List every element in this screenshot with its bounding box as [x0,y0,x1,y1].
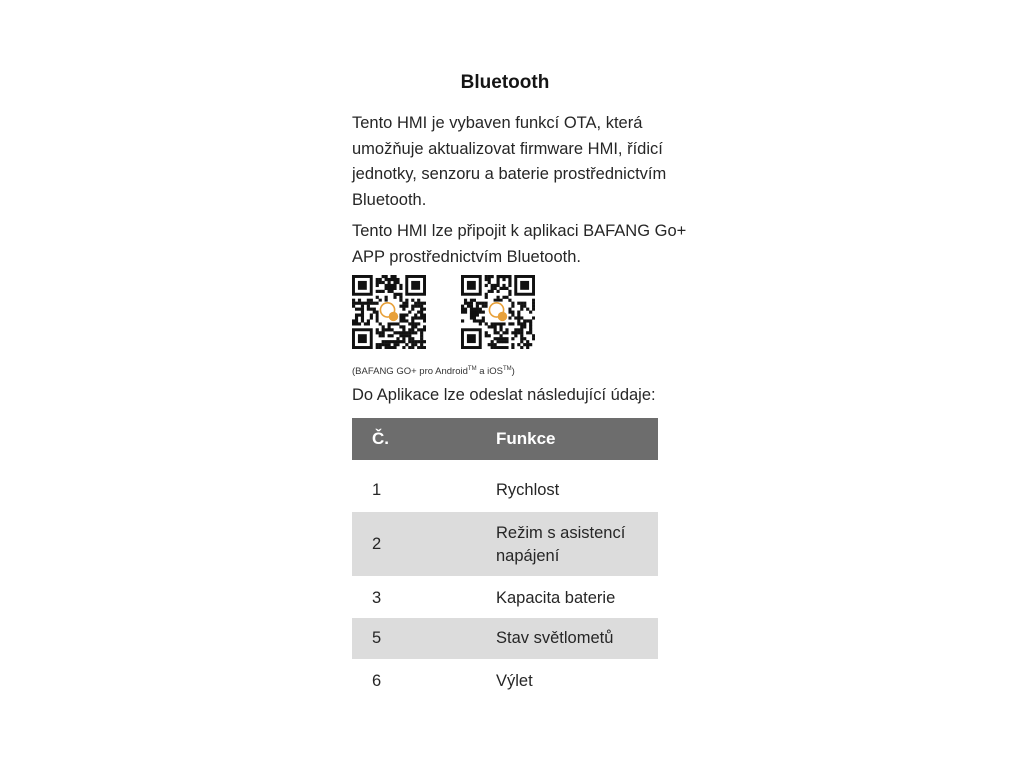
table-header [352,418,658,460]
qr-code-icon [352,275,426,349]
table-row [352,659,658,701]
row-function: Rychlost [496,481,560,499]
row-number: 2 [372,535,382,553]
header-function: Funkce [496,429,556,448]
table-intro: Do Aplikace lze odeslat následující údaje: [352,386,656,404]
row-number: 5 [372,629,382,647]
table-row [352,512,658,576]
section-title: Bluetooth [460,72,550,93]
ota-paragraph: Tento HMI je vybaven funkcí OTA, která umožňuje aktualizovat firmware HMI, řídicí jednotky, senzoru a baterie prostřednictvím Bluetooth. [352,114,667,209]
row-number: 6 [372,672,382,690]
qr-caption: (BAFANG GO+ pro Android™ a iOS™) [352,366,515,378]
function-table [352,418,658,701]
qr-code-icon [461,275,535,349]
row-number: 3 [372,589,382,607]
qr-code-android [352,275,426,349]
table-row [352,618,658,659]
row-function: Stav světlometů [496,629,614,647]
table-row [352,576,658,618]
row-function: Výlet [496,672,533,690]
table-row [352,470,658,512]
header-number: Č. [372,429,389,448]
app-paragraph: Tento HMI lze připojit k aplikaci BAFANG Go+ APP prostřednictvím Bluetooth. [352,222,687,266]
row-function: Režim s asistencí napájení [496,524,626,565]
row-number: 1 [372,481,382,499]
qr-code-ios [461,275,535,349]
row-function: Kapacita baterie [496,589,616,607]
